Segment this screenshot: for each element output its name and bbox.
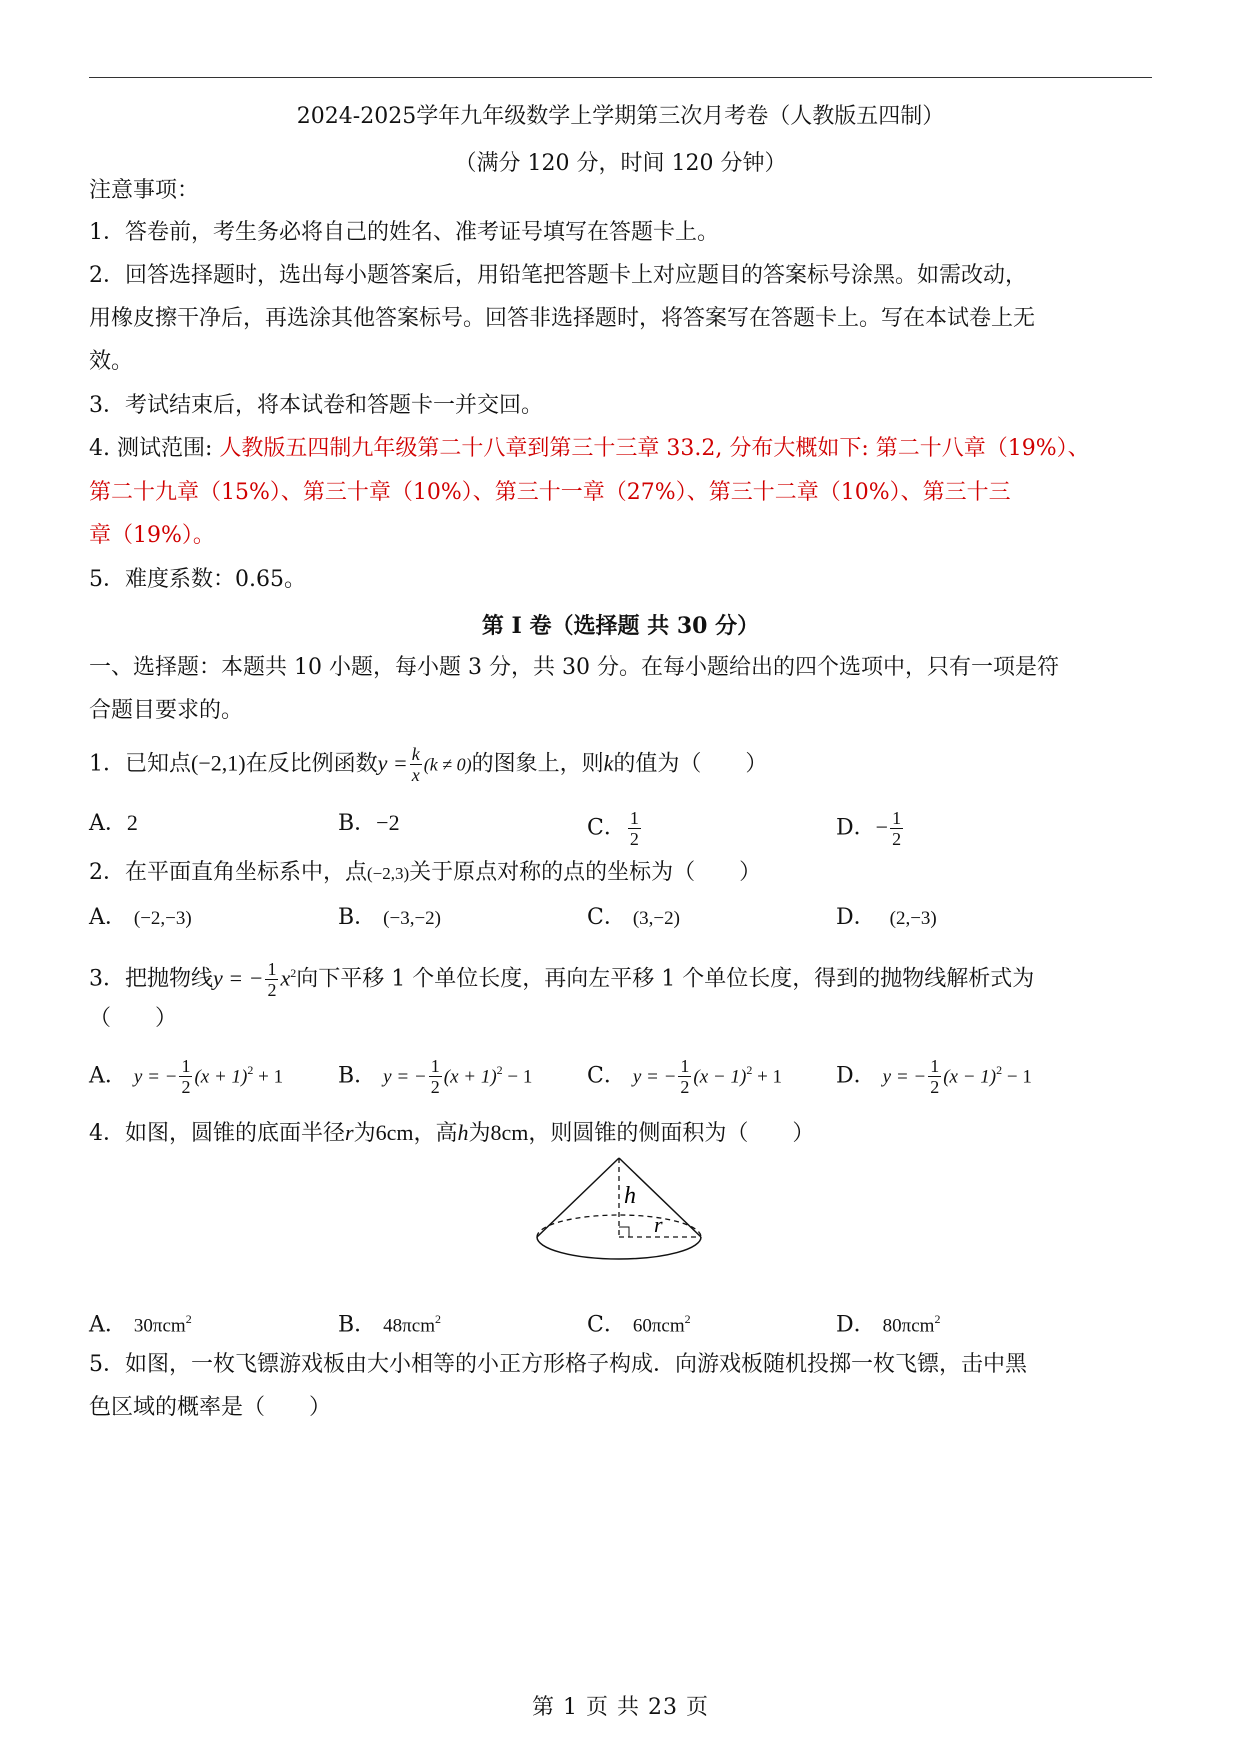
q3-fraction — [265, 959, 278, 1000]
option-label: A． — [89, 1312, 127, 1338]
q1-option-a[interactable] — [89, 808, 138, 839]
q2-point: (−2,3) — [367, 864, 410, 883]
option-body: (x − 1) — [943, 1066, 997, 1088]
frac-den: 2 — [892, 829, 902, 849]
option-exp: 2 — [746, 1063, 753, 1077]
option-value: (−3,−2) — [383, 908, 442, 929]
option-lhs: y = − — [133, 1066, 178, 1088]
q3-option-a[interactable] — [89, 1055, 283, 1097]
notice-item-2-line-3: 效。 — [89, 349, 134, 374]
option-lhs: y = − — [882, 1066, 927, 1088]
q1-end: 的值为（ ） — [613, 751, 768, 777]
option-label: C． — [587, 905, 626, 930]
option-label: D． — [836, 815, 876, 841]
option-label: D． — [836, 1312, 876, 1338]
option-label: A． — [89, 905, 127, 930]
option-value: −2 — [376, 810, 400, 835]
question-5-line-1: 5．如图，一枚飞镖游戏板由大小相等的小正方形格子构成．向游戏板随机投掷一枚飞镖，击中黑 — [89, 1352, 1028, 1377]
q1-fraction — [410, 744, 422, 785]
right-angle-mark — [619, 1227, 629, 1237]
q1-frac-num: k — [411, 744, 420, 764]
notice-heading: 注意事项： — [89, 178, 200, 203]
q1-point: (−2,1) — [191, 750, 246, 776]
question-5-line-2: 色区域的概率是（ ） — [89, 1395, 332, 1420]
option-value: 80πcm — [882, 1315, 935, 1337]
notice-item-2-line-1: 2．回答选择题时，选出每小题答案后，用铅笔把答题卡上对应题目的答案标号涂黑。如需改动， — [89, 263, 1028, 288]
option-fraction — [628, 808, 641, 849]
option-label: D． — [836, 905, 876, 930]
frac-den: 2 — [680, 1076, 690, 1097]
q1-mid: 在反比例函数 — [245, 751, 378, 777]
option-fraction — [890, 808, 903, 849]
question-1-stem — [89, 744, 767, 785]
option-body: (x + 1) — [194, 1066, 248, 1088]
option-value: 60πcm — [632, 1315, 685, 1337]
q1-func-y: y = — [377, 750, 408, 776]
q4-option-c[interactable] — [587, 1304, 691, 1341]
q3-suffix: 向下平移 1 个单位长度，再向左平移 1 个单位长度，得到的抛物线解析式为 — [296, 966, 1035, 992]
option-label: C． — [587, 815, 626, 841]
exam-title: 2024-2025学年九年级数学上学期第三次月考卷（人教版五四制） — [296, 104, 945, 129]
frac-den: 2 — [181, 1076, 191, 1097]
q1-suffix: 的图象上，则 — [471, 751, 604, 777]
q4-option-a[interactable] — [89, 1304, 192, 1341]
q4-prefix: 4．如图，圆锥的底面半径 — [89, 1121, 345, 1146]
q2-option-a[interactable] — [89, 903, 192, 934]
exam-subtitle: （满分 120 分，时间 120 分钟） — [454, 151, 787, 176]
option-exp: 2 — [185, 1312, 192, 1326]
option-value: 2 — [126, 810, 138, 835]
frac-num: 1 — [430, 1055, 440, 1076]
option-exp: 2 — [996, 1063, 1003, 1077]
option-lhs: y = − — [632, 1066, 677, 1088]
q2-prefix: 2．在平面直角坐标系中，点 — [89, 860, 367, 885]
q2-option-d[interactable] — [836, 903, 937, 934]
page-footer: 第 1 页 共 23 页 — [532, 1695, 709, 1720]
q1-option-c[interactable] — [587, 808, 643, 849]
q3-option-b[interactable] — [338, 1055, 532, 1097]
option-tail: + 1 — [253, 1066, 284, 1088]
cone-h-label: h — [624, 1183, 636, 1209]
option-fraction — [179, 1056, 192, 1097]
notice-item-5: 5．难度系数：0.65。 — [89, 567, 306, 592]
q3-prefix: 3．把抛物线 — [89, 966, 213, 992]
option-value: (−2,−3) — [133, 908, 192, 929]
q4-h: h — [457, 1120, 469, 1145]
cone-r-label: r — [654, 1212, 663, 1237]
option-exp: 2 — [247, 1063, 254, 1077]
q1-option-d[interactable] — [836, 808, 905, 849]
option-fraction — [678, 1056, 691, 1097]
frac-num: 1 — [181, 1055, 191, 1076]
notice-item-3: 3．考试结束后，将本试卷和答题卡一并交回。 — [89, 393, 543, 418]
option-exp: 2 — [684, 1312, 691, 1326]
frac-den: 2 — [930, 1076, 940, 1097]
option-value: 30πcm — [133, 1315, 186, 1337]
option-fraction — [429, 1056, 442, 1097]
cone-base-front — [537, 1237, 701, 1259]
option-value: (3,−2) — [632, 908, 680, 929]
q2-option-c[interactable] — [587, 903, 680, 934]
frac-num: 1 — [267, 958, 277, 979]
frac-num: 1 — [930, 1055, 940, 1076]
option-label: C． — [587, 1063, 626, 1089]
q4-r: r — [345, 1120, 354, 1145]
q3-func-x: x — [280, 965, 291, 991]
q1-option-b[interactable] — [338, 808, 400, 839]
q3-func-lhs: y = − — [213, 965, 264, 991]
cone-left-edge — [537, 1158, 619, 1237]
top-rule — [89, 77, 1152, 78]
notice-item-4-line-2: 第二十九章（15%）、第三十章（10%）、第三十一章（27%）、第三十二章（10%）、第三十三 — [89, 480, 1011, 505]
q4-r-value: 6cm — [375, 1120, 414, 1145]
option-fraction — [928, 1056, 941, 1097]
option-label: B． — [338, 1312, 377, 1338]
option-sign: − — [875, 814, 889, 840]
frac-den: 2 — [629, 829, 639, 849]
option-value: (2,−3) — [889, 908, 937, 929]
frac-num: 1 — [629, 808, 639, 828]
frac-num: 1 — [892, 808, 902, 828]
cone-figure — [530, 1155, 710, 1290]
option-label: A． — [89, 811, 127, 836]
frac-num: 1 — [680, 1055, 690, 1076]
q3-option-c[interactable] — [587, 1055, 782, 1097]
q2-option-b[interactable] — [338, 903, 441, 934]
option-tail: − 1 — [1002, 1066, 1032, 1088]
q3-answer-paren: （ ） — [89, 1006, 178, 1031]
option-label: B． — [338, 811, 377, 836]
section-instruction-line-2: 合题目要求的。 — [89, 698, 244, 723]
option-lhs: y = − — [383, 1066, 427, 1088]
section-title: 第 I 卷（选择题 共 30 分） — [481, 613, 760, 639]
q4-suffix: ，则圆锥的侧面积为（ ） — [528, 1121, 815, 1146]
option-body: (x − 1) — [693, 1066, 747, 1088]
option-label: D． — [836, 1063, 876, 1089]
notice-item-4-prefix: 4. 测试范围: — [89, 436, 220, 461]
q1-k: k — [603, 750, 614, 776]
notice-item-1: 1．答卷前，考生务必将自己的姓名、准考证号填写在答题卡上。 — [89, 220, 719, 245]
q1-condition: (k ≠ 0) — [423, 754, 472, 775]
q3-func-exp: 2 — [290, 966, 297, 980]
q4-mid1: 为 — [353, 1121, 376, 1146]
q4-option-b[interactable] — [338, 1304, 441, 1341]
q4-mid3: 为 — [468, 1121, 491, 1146]
q4-mid2: ，高 — [413, 1121, 458, 1146]
notice-item-4-range: 人教版五四制九年级第二十八章到第三十三章 33.2, 分布大概如下: 第二十八章（19%）、 — [219, 436, 1090, 461]
option-exp: 2 — [434, 1312, 441, 1326]
question-3-stem — [89, 958, 1034, 1000]
notice-item-2-line-2: 用橡皮擦干净后，再选涂其他答案标号。回答非选择题时，将答案写在答题卡上。写在本试卷上无 — [89, 306, 1036, 331]
question-4-stem — [89, 1118, 814, 1149]
question-2-stem — [89, 858, 761, 889]
option-label: B． — [338, 1063, 377, 1089]
q2-suffix: 关于原点对称的点的坐标为（ ） — [409, 860, 762, 885]
option-label: A． — [89, 1063, 127, 1089]
option-label: B． — [338, 905, 377, 930]
option-exp: 2 — [496, 1063, 503, 1077]
q1-prefix: 1．已知点 — [89, 751, 191, 777]
frac-den: 2 — [430, 1076, 440, 1097]
option-value: 48πcm — [383, 1315, 435, 1337]
option-label: C． — [587, 1312, 626, 1338]
notice-item-4-line-3: 章（19%）。 — [89, 523, 215, 548]
q3-option-d[interactable] — [836, 1055, 1032, 1097]
section-instruction-line-1: 一、选择题：本题共 10 小题，每小题 3 分，共 30 分。在每小题给出的四个选项中，只有一项是符 — [89, 655, 1059, 680]
notice-item-4-line-1 — [89, 434, 1090, 464]
q4-h-value: 8cm — [490, 1120, 529, 1145]
frac-den: 2 — [267, 979, 277, 1000]
option-exp: 2 — [934, 1312, 941, 1326]
option-tail: + 1 — [752, 1066, 783, 1088]
q4-option-d[interactable] — [836, 1304, 940, 1341]
option-tail: − 1 — [502, 1066, 533, 1088]
option-body: (x + 1) — [443, 1066, 497, 1088]
q1-frac-den: x — [411, 765, 420, 785]
